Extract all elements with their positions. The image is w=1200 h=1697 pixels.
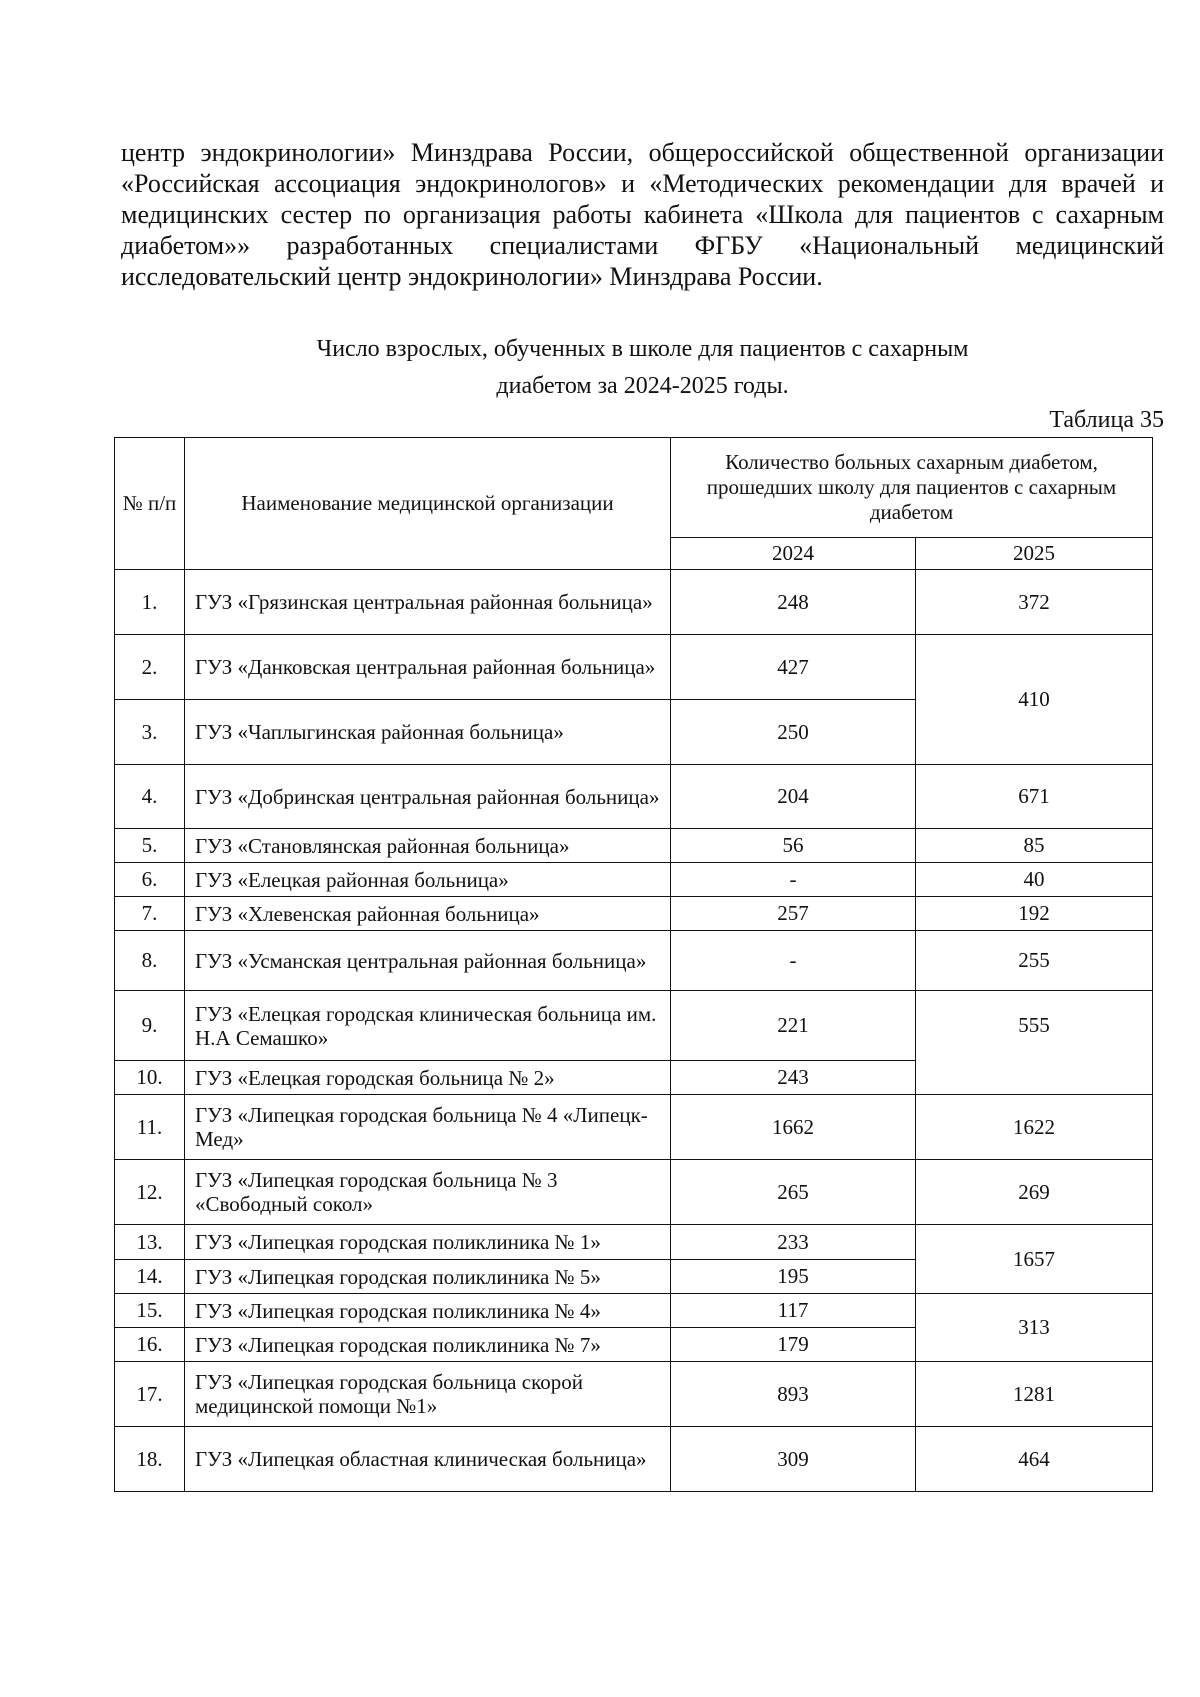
organization-name: ГУЗ «Елецкая городская больница № 2» xyxy=(185,1061,671,1095)
value-2025-merged: 313 xyxy=(916,1294,1153,1362)
row-number: 5. xyxy=(115,829,185,863)
organization-name: ГУЗ «Елецкая городская клиническая больница им. Н.А Семашко» xyxy=(185,991,671,1061)
value-2025: 192 xyxy=(916,897,1153,931)
organization-name: ГУЗ «Липецкая городская поликлиника № 1» xyxy=(185,1225,671,1260)
value-2025: 1622 xyxy=(916,1095,1153,1160)
value-2024: - xyxy=(671,931,916,991)
organization-name: ГУЗ «Усманская центральная районная больница» xyxy=(185,931,671,991)
organization-name: ГУЗ «Липецкая городская поликлиника № 5» xyxy=(185,1260,671,1294)
table-row xyxy=(115,863,1153,897)
value-2024: - xyxy=(671,863,916,897)
value-2024: 265 xyxy=(671,1160,916,1225)
table-number-label: Таблица 35 xyxy=(1049,407,1164,433)
value-2024: 1662 xyxy=(671,1095,916,1160)
row-number: 16. xyxy=(115,1328,185,1362)
row-number: 14. xyxy=(115,1260,185,1294)
table-row xyxy=(115,1160,1153,1225)
value-2024: 221 xyxy=(671,991,916,1061)
organization-name: ГУЗ «Данковская центральная районная больница» xyxy=(185,635,671,700)
value-2024: 893 xyxy=(671,1362,916,1427)
row-number: 6. xyxy=(115,863,185,897)
row-number: 17. xyxy=(115,1362,185,1427)
value-2025-merged: 1657 xyxy=(916,1225,1153,1294)
row-number: 7. xyxy=(115,897,185,931)
table-row xyxy=(115,1294,1153,1328)
table-caption-line1: Число взрослых, обученных в школе для пациентов с сахарным xyxy=(316,336,969,362)
row-number: 3. xyxy=(115,700,185,765)
table-row xyxy=(115,897,1153,931)
organization-name: ГУЗ «Липецкая городская больница № 3 «Свободный сокол» xyxy=(185,1160,671,1225)
table-caption-line2: диабетом за 2024-2025 годы. xyxy=(496,373,789,399)
header-group: Количество больных сахарным диабетом, прошедших школу для пациентов с сахарным диабетом xyxy=(671,438,1153,538)
organization-name: ГУЗ «Становлянская районная больница» xyxy=(185,829,671,863)
table-row xyxy=(115,1427,1153,1492)
organization-name: ГУЗ «Липецкая городская поликлиника № 7» xyxy=(185,1328,671,1362)
organization-name: ГУЗ «Липецкая городская больница скорой медицинской помощи №1» xyxy=(185,1362,671,1427)
value-2025: 40 xyxy=(916,863,1153,897)
organization-name: ГУЗ «Липецкая городская поликлиника № 4» xyxy=(185,1294,671,1328)
value-2024: 195 xyxy=(671,1260,916,1294)
organization-name: ГУЗ «Липецкая городская больница № 4 «Липецк-Мед» xyxy=(185,1095,671,1160)
row-number: 9. xyxy=(115,991,185,1061)
value-2025-merged: 410 xyxy=(916,635,1153,765)
intro-paragraph: центр эндокринологии» Минздрава России, общероссийской общественной организации «Российская ассоциация эндокринологов» и «Методических рекомендации для врачей и медицинских сестер по организация работы кабинета «Школа для пациентов с сахарным диабетом»» разработанных специалистами ФГБУ «Национальный медицинский исследовательский центр эндокринологии» Минздрава России. xyxy=(121,138,1164,291)
table-row xyxy=(115,1095,1153,1160)
value-2024: 250 xyxy=(671,700,916,765)
value-2025-merged: 555 xyxy=(916,991,1153,1095)
table-header-row xyxy=(115,438,1153,538)
organization-name: ГУЗ «Елецкая районная больница» xyxy=(185,863,671,897)
table-row xyxy=(115,570,1153,635)
value-2025: 269 xyxy=(916,1160,1153,1225)
row-number: 4. xyxy=(115,765,185,829)
row-number: 1. xyxy=(115,570,185,635)
header-year-2024: 2024 xyxy=(671,538,916,570)
table-row xyxy=(115,931,1153,991)
value-2024: 427 xyxy=(671,635,916,700)
row-number: 12. xyxy=(115,1160,185,1225)
table-row xyxy=(115,1362,1153,1427)
organization-name: ГУЗ «Грязинская центральная районная больница» xyxy=(185,570,671,635)
row-number: 8. xyxy=(115,931,185,991)
value-2024: 248 xyxy=(671,570,916,635)
organization-name: ГУЗ «Хлевенская районная больница» xyxy=(185,897,671,931)
value-2024: 233 xyxy=(671,1225,916,1260)
value-2025: 255 xyxy=(916,931,1153,991)
value-2025: 1281 xyxy=(916,1362,1153,1427)
row-number: 18. xyxy=(115,1427,185,1492)
value-2025: 85 xyxy=(916,829,1153,863)
value-2024: 309 xyxy=(671,1427,916,1492)
table-row xyxy=(115,635,1153,700)
organization-name: ГУЗ «Чаплыгинская районная больница» xyxy=(185,700,671,765)
row-number: 10. xyxy=(115,1061,185,1095)
header-year-2025: 2025 xyxy=(916,538,1153,570)
row-number: 15. xyxy=(115,1294,185,1328)
value-2025: 464 xyxy=(916,1427,1153,1492)
value-2024: 179 xyxy=(671,1328,916,1362)
organization-name: ГУЗ «Добринская центральная районная больница» xyxy=(185,765,671,829)
value-2024: 56 xyxy=(671,829,916,863)
value-2025: 372 xyxy=(916,570,1153,635)
value-2024: 257 xyxy=(671,897,916,931)
value-2024: 243 xyxy=(671,1061,916,1095)
header-name: Наименование медицинской организации xyxy=(185,438,671,570)
diabetes-school-table xyxy=(114,437,1153,1492)
value-2024: 117 xyxy=(671,1294,916,1328)
header-num: № п/п xyxy=(115,438,185,570)
value-2024: 204 xyxy=(671,765,916,829)
row-number: 2. xyxy=(115,635,185,700)
table-row xyxy=(115,829,1153,863)
row-number: 11. xyxy=(115,1095,185,1160)
table-row xyxy=(115,1225,1153,1260)
table-row xyxy=(115,991,1153,1061)
row-number: 13. xyxy=(115,1225,185,1260)
table-row xyxy=(115,765,1153,829)
organization-name: ГУЗ «Липецкая областная клиническая больница» xyxy=(185,1427,671,1492)
value-2025: 671 xyxy=(916,765,1153,829)
